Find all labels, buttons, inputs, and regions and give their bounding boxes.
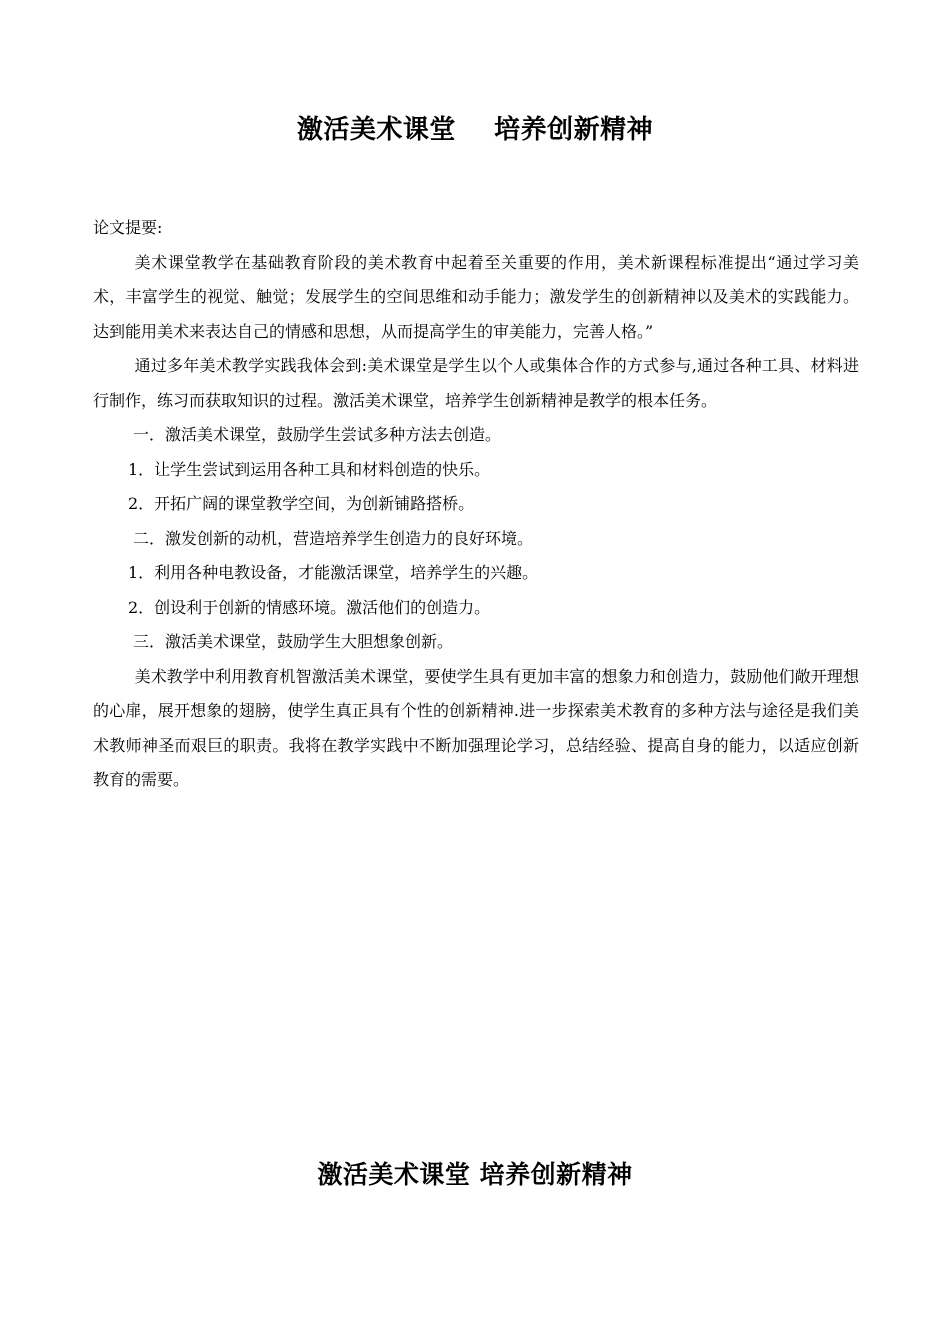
section-heading-1: 一．激活美术课堂，鼓励学生尝试多种方法去创造。 xyxy=(133,425,502,444)
paragraph-intro: 美术课堂教学在基础教育阶段的美术教育中起着至关重要的作用，美术新课程标准提出“通过学习美术，丰富学生的视觉、触觉；发展学生的空间思维和动手能力；激发学生的创新精神以及美术的实践能力。达到能用美术来表达自己的情感和思想，从而提高学生的审美能力，完善人格。” xyxy=(93,252,859,341)
section-heading-2: 二．激发创新的动机，营造培养学生创造力的良好环境。 xyxy=(133,528,534,548)
list-item-1-2: 2．开拓广阔的课堂教学空间，为创新铺路搭桥。 xyxy=(128,494,475,513)
list-item-1-1: 1．让学生尝试到运用各种工具和材料创造的快乐。 xyxy=(128,459,491,479)
list-item-2-2: 2．创设利于创新的情感环境。激活他们的创造力。 xyxy=(128,597,491,617)
section-heading-3: 三．激活美术课堂，鼓励学生大胆想象创新。 xyxy=(133,632,454,651)
document-title: 激活美术课堂 培养创新精神 xyxy=(296,115,654,145)
paragraph-conclusion: 美术教学中利用教育机智激活美术课堂，要使学生具有更加丰富的想象力和创造力，鼓励他们敞开理想的心扉，展开想象的翅膀，使学生真正具有个性的创新精神.进一步探索美术教育的多种方法与途径是我们美术教师神圣而艰巨的职责。我将在教学实践中不断加强理论学习，总结经验、提高自身的能力，以适应创新教育的需要。 xyxy=(93,666,859,789)
abstract-body xyxy=(93,211,859,798)
abstract-label: 论文提要: xyxy=(93,218,163,237)
list-item-2-1: 1．利用各种电教设备，才能激活课堂，培养学生的兴趣。 xyxy=(128,563,539,582)
paragraph-experience: 通过多年美术教学实践我体会到:美术课堂是学生以个人或集体合作的方式参与,通过各种工具、材料进行制作，练习而获取知识的过程。激活美术课堂，培养学生创新精神是教学的根本任务。 xyxy=(93,356,859,410)
document-title-repeat: 激活美术课堂 培养创新精神 xyxy=(317,1160,633,1189)
